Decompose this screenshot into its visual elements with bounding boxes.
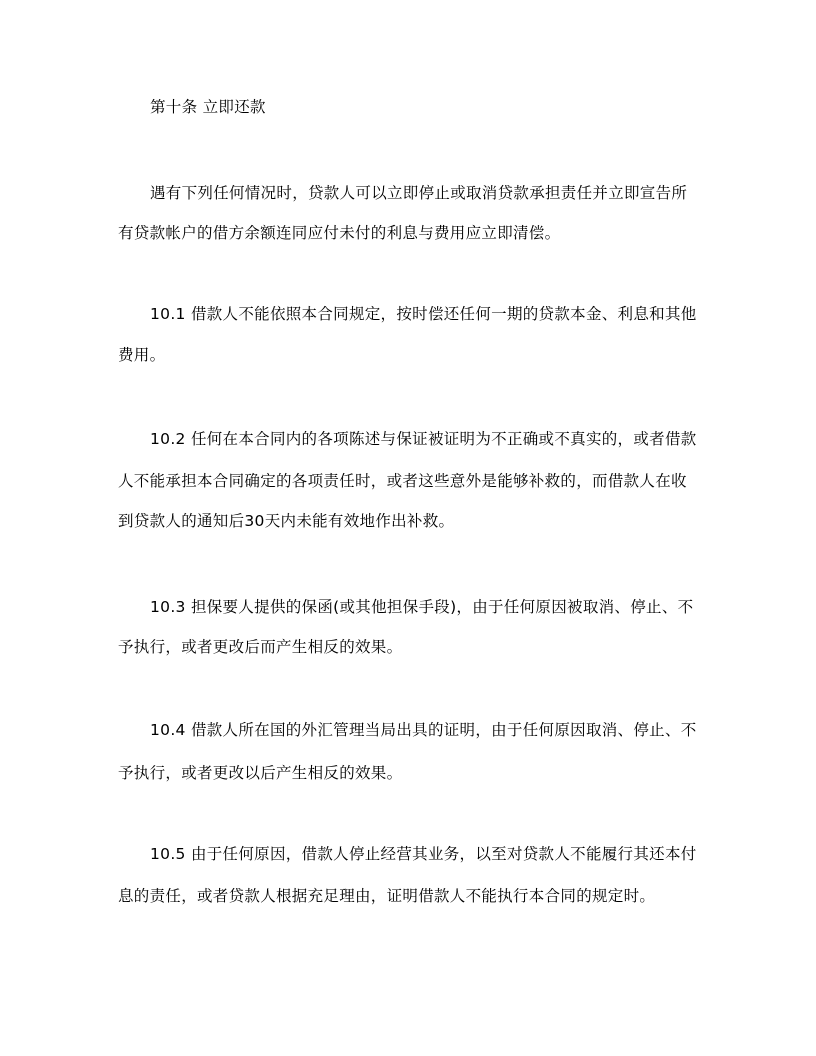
clause-10-3-line-2: 予执行，或者更改后而产生相反的效果。	[118, 638, 403, 656]
clause-10-2-line-1: 10.2 任何在本合同内的各项陈述与保证被证明为不正确或不真实的，或者借款	[150, 430, 697, 448]
clause-10-2-line-3: 到贷款人的通知后30天内未能有效地作出补救。	[118, 512, 455, 530]
clause-10-3-line-1: 10.3 担保要人提供的保函(或其他担保手段)，由于任何原因被取消、停止、不	[150, 598, 694, 616]
clause-10-2-line-2: 人不能承担本合同确定的各项责任时，或者这些意外是能够补救的，而借款人在收	[118, 472, 687, 490]
clause-10-1-line-1: 10.1 借款人不能依照本合同规定，按时偿还任何一期的贷款本金、利息和其他	[150, 305, 697, 323]
intro-line-1: 遇有下列任何情况时，贷款人可以立即停止或取消贷款承担责任并立即宣告所	[150, 184, 688, 202]
clause-10-5-line-1: 10.5 由于任何原因，借款人停止经营其业务，以至对贷款人不能履行其还本付	[150, 845, 697, 863]
clause-10-4-line-2: 予执行，或者更改以后产生相反的效果。	[118, 764, 403, 782]
article-heading: 第十条 立即还款	[150, 98, 266, 116]
clause-10-5-line-2: 息的责任，或者贷款人根据充足理由，证明借款人不能执行本合同的规定时。	[118, 887, 656, 905]
clause-10-1-line-2: 费用。	[118, 346, 166, 364]
clause-10-4-line-1: 10.4 借款人所在国的外汇管理当局出具的证明，由于任何原因取消、停止、不	[150, 721, 697, 739]
intro-line-2: 有贷款帐户的借方余额连同应付未付的利息与费用应立即清偿。	[118, 224, 561, 242]
